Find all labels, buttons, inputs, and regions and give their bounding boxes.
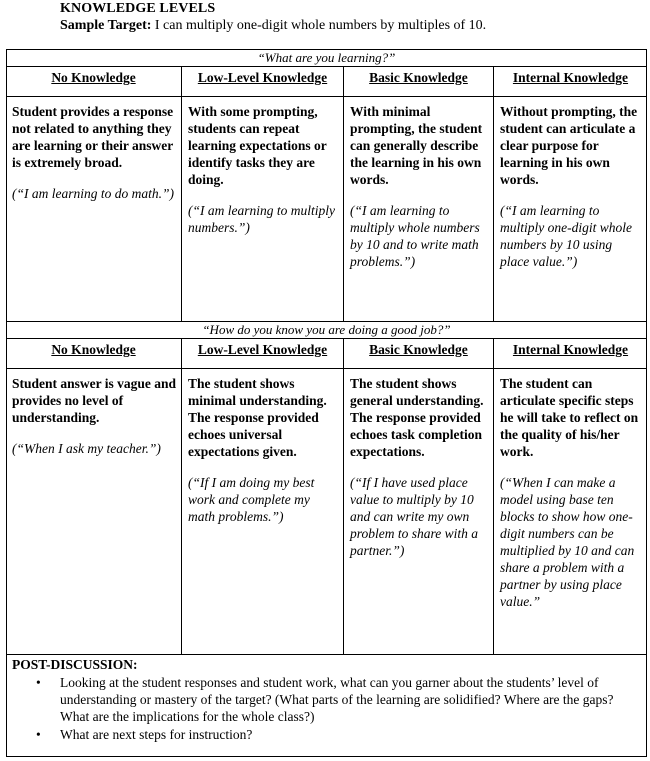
cell-description: With minimal prompting, the student can generally describe the learning in his own words. xyxy=(350,104,483,187)
bullet-icon: • xyxy=(36,727,41,742)
page-title: KNOWLEDGE LEVELS xyxy=(60,1,216,16)
cell-low-level-knowledge xyxy=(182,97,344,321)
section-2-headers xyxy=(6,339,647,369)
list-item-text: What are next steps for instruction? xyxy=(60,727,253,742)
cell-no-knowledge xyxy=(6,369,182,654)
cell-internal-knowledge xyxy=(494,97,647,321)
bullet-icon: • xyxy=(36,675,41,690)
cell-example: (“When I ask my teacher.”) xyxy=(12,441,161,456)
cell-example: (“I am learning to multiply whole numbers by 10 and to write math problems.”) xyxy=(350,203,480,269)
list-item xyxy=(36,726,642,743)
cell-description: With some prompting, students can repeat learning expectations or identify tasks they are doing. xyxy=(188,104,327,187)
header-internal-knowledge: Internal Knowledge xyxy=(494,339,647,369)
cell-basic-knowledge xyxy=(344,369,494,654)
cell-no-knowledge xyxy=(6,97,182,321)
sample-target xyxy=(60,17,486,34)
cell-description: The student shows general understanding. The response provided echoes task completion expectations. xyxy=(350,376,484,459)
header-low-level-knowledge: Low-Level Knowledge xyxy=(182,67,344,97)
sample-target-label: Sample Target: xyxy=(60,18,152,33)
cell-basic-knowledge xyxy=(344,97,494,321)
list-item xyxy=(36,674,642,725)
cell-example: (“If I have used place value to multiply by 10 and can write my own problem to share with a partner.”) xyxy=(350,475,478,558)
cell-example: (“I am learning to multiply numbers.”) xyxy=(188,203,335,235)
post-discussion xyxy=(12,656,642,744)
section-1-body xyxy=(6,97,647,321)
cell-internal-knowledge xyxy=(494,369,647,654)
section-1-headers xyxy=(6,67,647,97)
header-basic-knowledge: Basic Knowledge xyxy=(344,67,494,97)
cell-example: (“If I am doing my best work and complete my math problems.”) xyxy=(188,475,315,524)
post-discussion-list xyxy=(12,674,642,743)
cell-description: The student can articulate specific steps he will take to reflect on the quality of his/her work. xyxy=(500,376,639,459)
cell-description: Student answer is vague and provides no level of understanding. xyxy=(12,376,177,425)
header-basic-knowledge: Basic Knowledge xyxy=(344,339,494,369)
header-no-knowledge: No Knowledge xyxy=(6,339,182,369)
header-no-knowledge: No Knowledge xyxy=(6,67,182,97)
cell-example: (“I am learning to multiply one-digit whole numbers by 10 using place value.”) xyxy=(500,203,632,269)
list-item-text: Looking at the student responses and student work, what can you garner about the students’ level of understanding or mastery of the target? (What parts of the learning are solidified? Where are the gaps? What are the implications for the whole class?) xyxy=(60,675,614,724)
section-divider xyxy=(6,654,647,655)
sample-target-text: I can multiply one-digit whole numbers by multiples of 10. xyxy=(151,18,487,33)
section-1-question: “What are you learning?” xyxy=(6,50,647,67)
cell-low-level-knowledge xyxy=(182,369,344,654)
section-2-body xyxy=(6,369,647,654)
header-internal-knowledge: Internal Knowledge xyxy=(494,67,647,97)
cell-example: (“I am learning to do math.”) xyxy=(12,186,174,201)
cell-description: The student shows minimal understanding. The response provided echoes universal expectations given. xyxy=(188,376,327,459)
header-low-level-knowledge: Low-Level Knowledge xyxy=(182,339,344,369)
post-discussion-heading: POST-DISCUSSION: xyxy=(12,657,138,672)
cell-example: (“When I can make a model using base ten blocks to show how one-digit numbers can be multiplied by 10 and can share a problem with a partner by using place value.” xyxy=(500,475,635,609)
cell-description: Without prompting, the student can articulate a clear purpose for learning in his own words. xyxy=(500,104,638,187)
section-2-question: “How do you know you are doing a good job?” xyxy=(6,322,647,339)
cell-description: Student provides a response not related to anything they are learning or their answer is extremely broad. xyxy=(12,104,174,170)
